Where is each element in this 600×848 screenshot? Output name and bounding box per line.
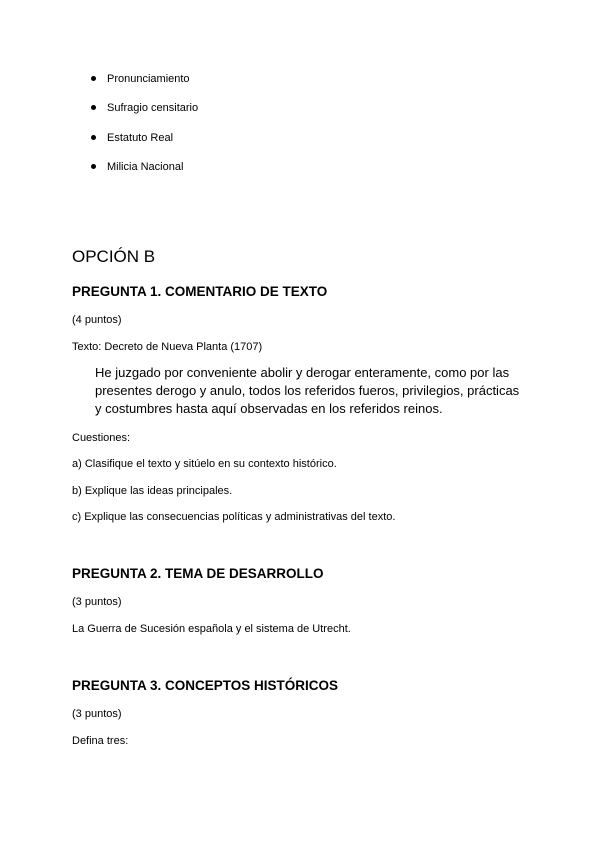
question1-quote: [95, 364, 535, 418]
quote-line: y costumbres hasta aquí observadas en los referidos reinos.: [95, 401, 443, 416]
quote-line: presentes derogo y anulo, todos los referidos fueros, privilegios, prácticas: [95, 383, 520, 398]
list-item: [91, 131, 173, 145]
questions-label: Cuestiones:: [72, 432, 131, 444]
question3-heading: PREGUNTA 3. CONCEPTOS HISTÓRICOS: [72, 678, 339, 693]
question3-points: (3 puntos): [72, 708, 122, 720]
list-item: [91, 72, 190, 86]
list-item-label: Milicia Nacional: [107, 161, 184, 173]
list-item: [91, 160, 183, 174]
question-item-c: c) Explique las consecuencias políticas y administrativas del texto.: [72, 511, 396, 523]
question2-topic: La Guerra de Sucesión española y el sistema de Utrecht.: [72, 623, 351, 635]
question3-instruction: Defina tres:: [72, 735, 129, 747]
bullet-icon: [91, 135, 96, 140]
question-item-a: a) Clasifique el texto y sitúelo en su contexto histórico.: [72, 458, 337, 470]
list-item-label: Sufragio censitario: [107, 102, 199, 114]
question1-text-source: Texto: Decreto de Nueva Planta (1707): [72, 341, 263, 353]
list-item: [91, 101, 198, 115]
bullet-icon: [91, 76, 96, 81]
question2-points: (3 puntos): [72, 596, 122, 608]
quote-line: He juzgado por conveniente abolir y derogar enteramente, como por las: [95, 365, 510, 380]
question2-heading: PREGUNTA 2. TEMA DE DESARROLLO: [72, 566, 324, 581]
question-item-b: b) Explique las ideas principales.: [72, 485, 233, 497]
bullet-icon: [91, 164, 96, 169]
bullet-icon: [91, 105, 96, 110]
list-item-label: Estatuto Real: [107, 132, 174, 144]
question1-heading: PREGUNTA 1. COMENTARIO DE TEXTO: [72, 284, 328, 299]
option-title: OPCIÓN B: [72, 247, 156, 266]
list-item-label: Pronunciamiento: [107, 73, 190, 85]
question1-points: (4 puntos): [72, 314, 122, 326]
